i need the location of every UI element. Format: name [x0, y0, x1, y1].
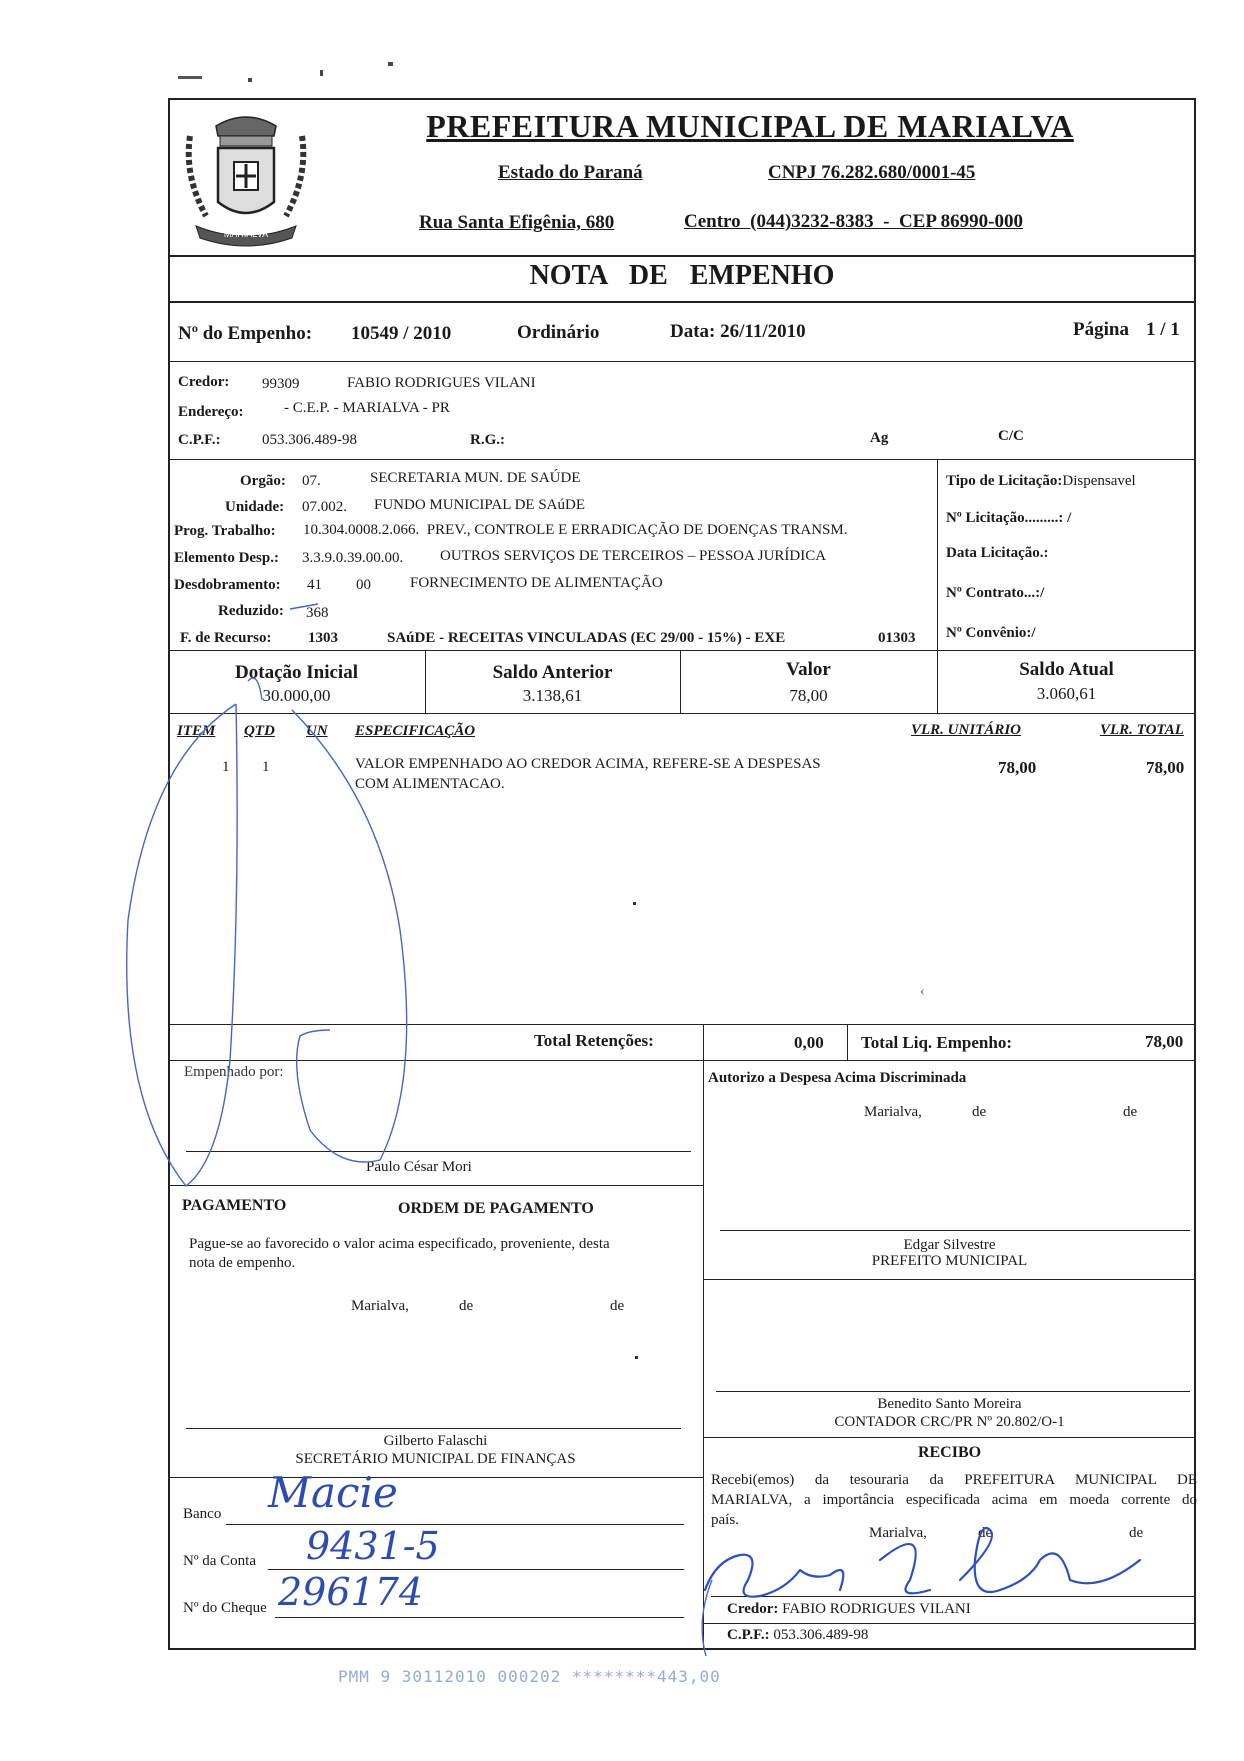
autorizo-de: de: [1123, 1104, 1138, 1120]
conta-label: Nº da Conta: [183, 1553, 256, 1569]
item-unit-value: 78,00: [998, 758, 1037, 777]
contact-text: Centro (044)3232-8383 - CEP 86990-000: [684, 211, 1023, 232]
unidade-code: 07.002.: [302, 499, 347, 515]
empenho-number-label: Nº do Empenho:: [178, 323, 313, 344]
contador-name: Benedito Santo Moreira: [877, 1396, 1022, 1412]
banco-label: Banco: [183, 1506, 222, 1522]
pagamento-text-line2: nota de empenho.: [189, 1255, 296, 1271]
conta-handwritten: 9431-5: [306, 1524, 440, 1568]
contrato-number: Nº Contrato...:/: [946, 585, 1045, 601]
item-spec-line1: VALOR EMPENHADO AO CREDOR ACIMA, REFERE-SE A DESPESAS: [355, 756, 821, 772]
empenho-date: Data: 26/11/2010: [670, 321, 806, 342]
autorizo-place: Marialva,: [864, 1104, 922, 1120]
saldo-anterior-label: Saldo Anterior: [492, 662, 613, 683]
page-label: Página: [1073, 319, 1129, 340]
recibo-de: de: [978, 1525, 993, 1541]
credor-cpf: 053.306.489-98: [262, 432, 357, 448]
recibo-cpf-value: 053.306.489-98: [773, 1627, 869, 1643]
ink-loop: [127, 704, 237, 1186]
empenho-type: Ordinário: [517, 322, 600, 343]
column-header-spec: ESPECIFICAÇÃO: [355, 723, 476, 739]
saldo-anterior-value: 3.138,61: [522, 686, 583, 705]
desdobramento-label: Desdobramento:: [174, 577, 281, 593]
desdobramento-code: 41: [307, 577, 322, 593]
cheque-label: Nº do Cheque: [183, 1600, 267, 1616]
credor-label: Credor:: [178, 374, 230, 390]
saldo-atual-value: 3.060,61: [1036, 684, 1097, 703]
reduzido-label: Reduzido:: [218, 603, 284, 619]
pagamento-de: de: [459, 1298, 474, 1314]
prog-value: 10.304.0008.2.066. PREV., CONTROLE E ERRADICAÇÃO DE DOENÇAS TRANSM.: [303, 522, 848, 538]
elemento-label: Elemento Desp.:: [174, 550, 279, 566]
cnpj-text: CNPJ 76.282.680/0001-45: [768, 162, 976, 183]
recibo-cpf-label: C.P.F.:: [727, 1627, 770, 1643]
page-title: PREFEITURA MUNICIPAL DE MARIALVA: [426, 108, 1074, 144]
licitacao-date: Data Licitação.:: [946, 545, 1049, 561]
pagamento-label: PAGAMENTO: [182, 1197, 287, 1214]
prog-label: Prog. Trabalho:: [174, 523, 276, 539]
cpf-label: C.P.F.:: [178, 432, 221, 448]
recibo-text-line3: país.: [711, 1512, 739, 1528]
banco-handwritten: Macie: [268, 1468, 398, 1517]
recibo-credor-name: FABIO RODRIGUES VILANI: [782, 1601, 971, 1617]
rg-label: R.G.:: [470, 432, 505, 448]
tipo-licitacao-label: Tipo de Licitação:: [946, 473, 1063, 489]
column-header-item: ITEM: [177, 723, 216, 739]
cheque-handwritten: 296174: [278, 1570, 424, 1614]
unidade-label: Unidade:: [225, 499, 285, 515]
dotacao-label: Dotação Inicial: [235, 662, 358, 683]
cc-label: C/C: [998, 428, 1024, 444]
orgao-code: 07.: [302, 473, 321, 489]
scan-mark: ‹: [920, 984, 925, 999]
ordem-label: ORDEM DE PAGAMENTO: [398, 1200, 594, 1217]
credor-name: FABIO RODRIGUES VILANI: [347, 375, 536, 391]
page-number: 1 / 1: [1146, 319, 1180, 340]
valor-value: 78,00: [789, 686, 828, 705]
secretario-name: Gilberto Falaschi: [383, 1433, 488, 1449]
unidade-name: FUNDO MUNICIPAL DE SAúDE: [374, 497, 585, 513]
address-label: Endereço:: [178, 404, 244, 420]
autorizo-label: Autorizo a Despesa Acima Discriminada: [708, 1070, 967, 1086]
recurso-code-2: 01303: [878, 630, 916, 646]
autorizo-de: de: [972, 1104, 987, 1120]
orgao-name: SECRETARIA MUN. DE SAÚDE: [370, 470, 581, 486]
recibo-credor-label: Credor:: [727, 1601, 779, 1617]
ink-mark: [248, 678, 262, 700]
dotacao-value: 30.000,00: [262, 686, 331, 705]
desdobramento-name: FORNECIMENTO DE ALIMENTAÇÃO: [410, 575, 663, 591]
convenio-number: Nº Convênio:/: [946, 625, 1036, 641]
prefeito-name: Edgar Silvestre: [903, 1237, 996, 1253]
liquido-value: 78,00: [1145, 1032, 1184, 1051]
document-title: NOTA DE EMPENHO: [529, 260, 835, 291]
secretario-role: SECRETÁRIO MUNICIPAL DE FINANÇAS: [295, 1451, 576, 1467]
empenhado-signer: Paulo César Mori: [366, 1159, 472, 1175]
ink-loop: [702, 1580, 712, 1656]
retencoes-label: Total Retenções:: [534, 1031, 654, 1050]
column-header-un: UN: [306, 723, 328, 739]
pagamento-de: de: [610, 1298, 625, 1314]
elemento-code: 3.3.9.0.39.00.00.: [302, 550, 404, 566]
svg-text:MARIALVA: MARIALVA: [223, 229, 269, 239]
tipo-licitacao-value: Dispensavel: [1062, 473, 1136, 489]
recurso-label: F. de Recurso:: [180, 630, 272, 646]
state-text: Estado do Paraná: [498, 162, 643, 183]
empenho-number: 10549 / 2010: [351, 323, 452, 344]
saldo-atual-label: Saldo Atual: [1019, 659, 1114, 680]
retencoes-value: 0,00: [794, 1033, 824, 1052]
ink-signature: [705, 1528, 1140, 1597]
column-header-qtd: QTD: [244, 723, 275, 739]
ag-label: Ag: [870, 430, 889, 446]
elemento-name: OUTROS SERVIÇOS DE TERCEIROS – PESSOA JURÍDICA: [440, 548, 827, 564]
valor-label: Valor: [786, 659, 831, 680]
credor-code: 99309: [262, 376, 300, 392]
prefeito-role: PREFEITO MUNICIPAL: [871, 1253, 1028, 1269]
column-header-total-value: VLR. TOTAL: [1100, 722, 1184, 738]
address-text: Rua Santa Efigênia, 680: [419, 212, 615, 233]
ink-mark: [290, 604, 318, 609]
ink-loop: [292, 710, 407, 1162]
pagamento-text-line1: Pague-se ao favorecido o valor acima especificado, proveniente, desta: [189, 1236, 610, 1252]
recibo-label: RECIBO: [917, 1444, 982, 1461]
recibo-de: de: [1129, 1525, 1144, 1541]
recibo-text-line2: MARIALVA, a importância especificada acima em moeda corrente do: [711, 1492, 1197, 1508]
contador-role: CONTADOR CRC/PR Nº 20.802/O-1: [834, 1414, 1065, 1430]
liquido-label: Total Liq. Empenho:: [861, 1033, 1012, 1052]
recurso-name: SAúDE - RECEITAS VINCULADAS (EC 29/00 - 15%) - EXE: [387, 630, 786, 646]
item-total-value: 78,00: [1146, 758, 1185, 777]
recurso-code: 1303: [308, 630, 338, 646]
orgao-label: Orgão:: [240, 473, 286, 489]
item-qtd: 1: [262, 759, 270, 775]
column-header-unit-value: VLR. UNITÁRIO: [911, 722, 1022, 738]
item-spec-line2: COM ALIMENTACAO.: [355, 776, 505, 792]
desdobramento-code: 00: [356, 577, 371, 593]
reduzido-value: 368: [306, 605, 329, 621]
licitacao-number: Nº Licitação.........: /: [946, 510, 1072, 526]
recibo-text-line1: Recebi(emos) da tesouraria da PREFEITURA MUNICIPAL DE: [711, 1472, 1197, 1488]
validation-stamp: PMM 9 30112010 000202 ********443,00: [338, 1667, 721, 1686]
empenhado-label: Empenhado por:: [184, 1064, 284, 1080]
credor-address: - C.E.P. - MARIALVA - PR: [284, 400, 450, 416]
recibo-place: Marialva,: [869, 1525, 927, 1541]
item-number: 1: [222, 759, 230, 775]
pagamento-place: Marialva,: [351, 1298, 409, 1314]
